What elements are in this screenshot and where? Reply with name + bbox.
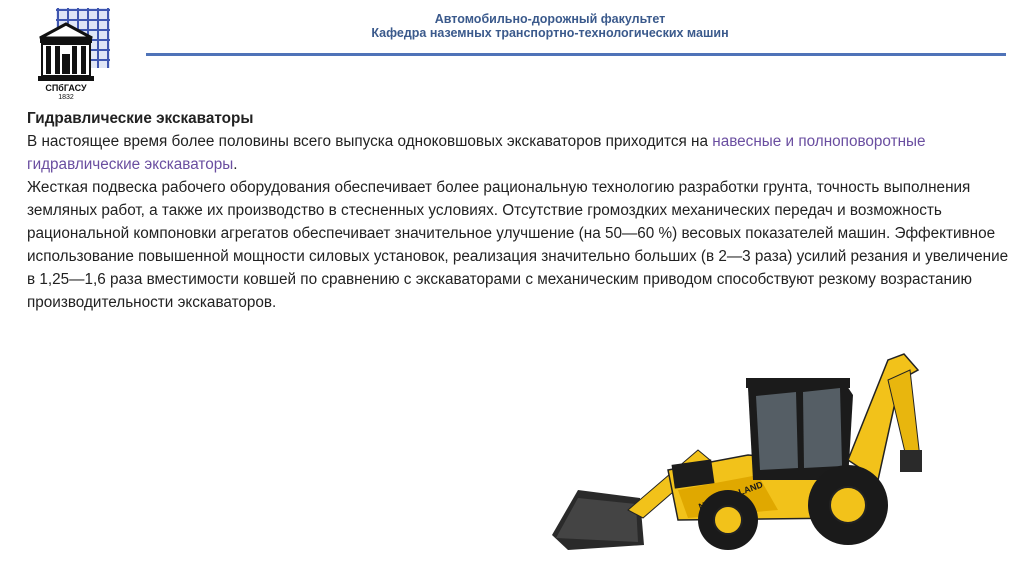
paragraph-1-end: . <box>233 156 238 173</box>
slide-title: Гидравлические экскаваторы <box>27 110 254 127</box>
department-name: Кафедра наземных транспортно-технологических машин <box>371 26 729 40</box>
backhoe-loader-image <box>548 340 928 555</box>
header-divider <box>146 53 1006 56</box>
header <box>200 12 900 40</box>
university-logo <box>36 8 112 100</box>
svg-text:NEW HOLLAND: HOLLAND <box>719 479 765 504</box>
university-building-icon <box>36 8 112 100</box>
paragraph-2: Жесткая подвеска рабочего оборудования обеспечивает более рациональную технологию разработки грунта, точность выполнения земляных работ, а также их производство в стесненных условиях. Отсутствие громоздких механических передач и возможность рациональной компоновки агрегатов обеспечивает значительное улучшение (на 50—60 %) весовых показателей машин. Эффективное использование повышенной мощности силовых установок, реализация значительно больших (в 2—3 раза) усилий резания и увеличение в 1,25—1,6 раза вместимости ковшей по сравнению с экскаваторами с механическим приводом способствуют резкому возрастанию производительности экскаваторов. <box>27 179 1009 311</box>
paragraph-1-highlight: навесные и полноповоротные гидравлические экскаваторы <box>27 133 926 173</box>
paragraph-1 <box>27 130 1012 176</box>
svg-text:1832: 1832 <box>58 94 74 100</box>
backhoe-loader-icon <box>548 340 928 555</box>
main-content <box>27 107 1012 314</box>
faculty-name: Автомобильно-дорожный факультет <box>434 12 666 26</box>
paragraph-1-start: В настоящее время более половины всего выпуска одноковшовых экскаваторов приходится на <box>27 133 713 150</box>
svg-text:СПбГАСУ: СПбГАСУ <box>45 83 87 93</box>
